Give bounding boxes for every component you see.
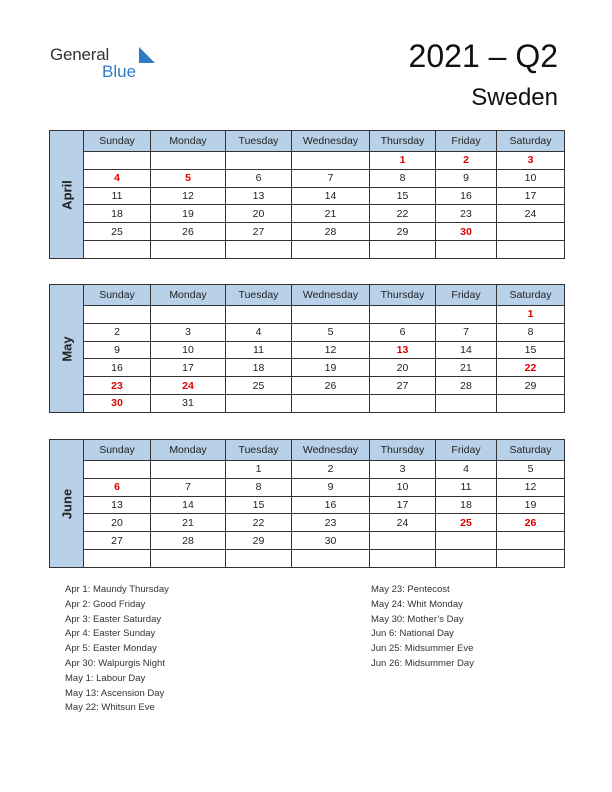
month-label-text: May [59,335,74,362]
day-cell: 11 [226,341,292,359]
holiday-item: Apr 5: Easter Monday [65,643,157,655]
day-cell: 8 [226,478,292,496]
day-cell [497,394,565,412]
day-cell: 26 [151,223,226,241]
month-label-text: April [59,179,74,210]
week-row [84,341,565,359]
week-row [84,394,565,412]
page-title: 2021 – Q2 [408,38,558,74]
day-cell: 21 [292,205,370,223]
day-cell [370,240,436,258]
day-cell: 3 [151,323,226,341]
holiday-item: Jun 6: National Day [371,628,454,640]
day-cell: 12 [497,478,565,496]
day-cell: 22 [370,205,436,223]
day-cell: 23 [84,377,151,395]
generalblue-logo [50,44,160,84]
day-cell: 26 [292,377,370,395]
day-cell [84,306,151,324]
logo-general-text: General [50,45,110,64]
holiday-item: May 22: Whitsun Eve [65,702,155,714]
day-cell: 30 [84,394,151,412]
week-row [84,478,565,496]
day-cell: 2 [436,152,497,170]
day-cell [370,394,436,412]
logo-blue-text: Blue [102,62,137,81]
day-cell: 29 [226,532,292,550]
weekday-header: Sunday [84,285,151,306]
day-cell [436,306,497,324]
weekday-header: Saturday [497,440,565,461]
day-cell [370,532,436,550]
weekday-header: Friday [436,131,497,152]
day-cell [497,549,565,567]
day-cell: 15 [226,496,292,514]
day-cell: 7 [151,478,226,496]
day-cell [151,306,226,324]
day-cell: 23 [292,514,370,532]
weekday-header: Thursday [370,440,436,461]
day-cell: 28 [292,223,370,241]
holiday-list-left [65,583,169,716]
day-cell: 13 [84,496,151,514]
day-cell: 8 [370,169,436,187]
holiday-item: May 13: Ascension Day [65,687,165,699]
day-cell: 19 [497,496,565,514]
day-cell: 28 [436,377,497,395]
weekday-header: Wednesday [292,440,370,461]
day-cell [151,461,226,479]
holiday-item: May 1: Labour Day [65,672,146,684]
day-cell: 10 [497,169,565,187]
weekday-header: Saturday [497,131,565,152]
month-label [49,130,83,259]
day-cell: 10 [151,341,226,359]
weekday-header: Thursday [370,285,436,306]
day-cell: 13 [370,341,436,359]
day-cell: 10 [370,478,436,496]
weekday-header: Monday [151,131,226,152]
day-cell [436,394,497,412]
day-cell: 26 [497,514,565,532]
day-cell: 22 [226,514,292,532]
weekday-header-row [84,285,565,306]
day-cell: 30 [436,223,497,241]
day-cell [497,240,565,258]
weekday-header: Sunday [84,440,151,461]
day-cell: 4 [226,323,292,341]
calendar-table [83,439,565,568]
day-cell: 14 [436,341,497,359]
day-cell [497,223,565,241]
month-label-text: June [59,488,74,519]
day-cell: 18 [84,205,151,223]
weekday-header: Friday [436,285,497,306]
day-cell: 21 [151,514,226,532]
holiday-item: May 24: Whit Monday [371,598,463,610]
day-cell: 19 [292,359,370,377]
day-cell: 9 [292,478,370,496]
day-cell: 4 [84,169,151,187]
day-cell: 5 [292,323,370,341]
day-cell: 4 [436,461,497,479]
weekday-header: Sunday [84,131,151,152]
day-cell: 27 [84,532,151,550]
day-cell: 12 [292,341,370,359]
day-cell: 15 [370,187,436,205]
day-cell [497,532,565,550]
day-cell: 24 [370,514,436,532]
week-row [84,187,565,205]
holiday-item: Jun 25: Midsummer Eve [371,643,474,655]
day-cell: 1 [226,461,292,479]
day-cell: 17 [151,359,226,377]
logo-triangle-icon [139,47,155,63]
day-cell: 2 [84,323,151,341]
holiday-item: Apr 1: Maundy Thursday [65,584,169,595]
day-cell: 14 [292,187,370,205]
day-cell: 28 [151,532,226,550]
day-cell: 6 [226,169,292,187]
week-row [84,514,565,532]
holiday-item: May 30: Mother’s Day [371,613,464,625]
holiday-list-right [371,583,474,672]
day-cell: 9 [436,169,497,187]
month-label [49,284,83,413]
month-label [49,439,83,568]
day-cell: 12 [151,187,226,205]
weekday-header: Wednesday [292,131,370,152]
day-cell: 3 [497,152,565,170]
day-cell [436,549,497,567]
weekday-header: Friday [436,440,497,461]
day-cell: 29 [497,377,565,395]
day-cell [226,306,292,324]
day-cell: 25 [84,223,151,241]
day-cell: 22 [497,359,565,377]
week-row [84,359,565,377]
day-cell: 29 [370,223,436,241]
day-cell: 27 [226,223,292,241]
day-cell: 6 [84,478,151,496]
day-cell [370,549,436,567]
day-cell: 23 [436,205,497,223]
day-cell [292,152,370,170]
weekday-header-row [84,440,565,461]
holiday-item: Apr 3: Easter Saturday [65,613,162,625]
weekday-header: Wednesday [292,285,370,306]
day-cell: 24 [151,377,226,395]
day-cell: 27 [370,377,436,395]
day-cell: 24 [497,205,565,223]
day-cell: 31 [151,394,226,412]
day-cell: 5 [151,169,226,187]
day-cell: 25 [436,514,497,532]
week-row [84,223,565,241]
holiday-item: Jun 26: Midsummer Day [371,657,474,669]
weekday-header: Monday [151,440,226,461]
day-cell [84,549,151,567]
day-cell: 18 [226,359,292,377]
day-cell: 9 [84,341,151,359]
holiday-item: Apr 4: Easter Sunday [65,628,156,640]
week-row [84,205,565,223]
day-cell: 17 [497,187,565,205]
day-cell: 5 [497,461,565,479]
day-cell: 16 [84,359,151,377]
day-cell: 13 [226,187,292,205]
day-cell [292,394,370,412]
weekday-header: Monday [151,285,226,306]
week-row [84,152,565,170]
day-cell: 8 [497,323,565,341]
week-row [84,461,565,479]
week-row [84,377,565,395]
day-cell [436,240,497,258]
day-cell: 19 [151,205,226,223]
day-cell: 21 [436,359,497,377]
day-cell: 1 [497,306,565,324]
day-cell [292,549,370,567]
country-name: Sweden [471,84,558,111]
day-cell: 15 [497,341,565,359]
day-cell: 30 [292,532,370,550]
day-cell [84,152,151,170]
week-row [84,532,565,550]
weekday-header: Tuesday [226,440,292,461]
day-cell [226,394,292,412]
holiday-item: Apr 30: Walpurgis Night [65,657,165,669]
holiday-item: May 23: Pentecost [371,584,450,595]
day-cell: 11 [84,187,151,205]
week-row [84,496,565,514]
day-cell: 17 [370,496,436,514]
day-cell: 14 [151,496,226,514]
day-cell [151,152,226,170]
day-cell [370,306,436,324]
weekday-header-row [84,131,565,152]
day-cell [151,549,226,567]
week-row [84,169,565,187]
calendar-table [83,284,565,413]
day-cell [84,240,151,258]
day-cell: 20 [226,205,292,223]
week-row [84,549,565,567]
day-cell: 2 [292,461,370,479]
day-cell: 20 [84,514,151,532]
day-cell: 25 [226,377,292,395]
week-row [84,306,565,324]
day-cell [436,532,497,550]
day-cell: 16 [436,187,497,205]
day-cell: 16 [292,496,370,514]
calendar-table [83,130,565,259]
day-cell: 7 [436,323,497,341]
day-cell: 7 [292,169,370,187]
weekday-header: Saturday [497,285,565,306]
day-cell: 6 [370,323,436,341]
day-cell [84,461,151,479]
day-cell: 18 [436,496,497,514]
week-row [84,323,565,341]
day-cell: 11 [436,478,497,496]
holiday-item: Apr 2: Good Friday [65,598,146,610]
day-cell [226,240,292,258]
day-cell: 1 [370,152,436,170]
day-cell: 20 [370,359,436,377]
day-cell: 3 [370,461,436,479]
weekday-header: Tuesday [226,285,292,306]
day-cell [292,240,370,258]
day-cell [151,240,226,258]
weekday-header: Tuesday [226,131,292,152]
day-cell [226,152,292,170]
day-cell [226,549,292,567]
day-cell [292,306,370,324]
week-row [84,240,565,258]
weekday-header: Thursday [370,131,436,152]
